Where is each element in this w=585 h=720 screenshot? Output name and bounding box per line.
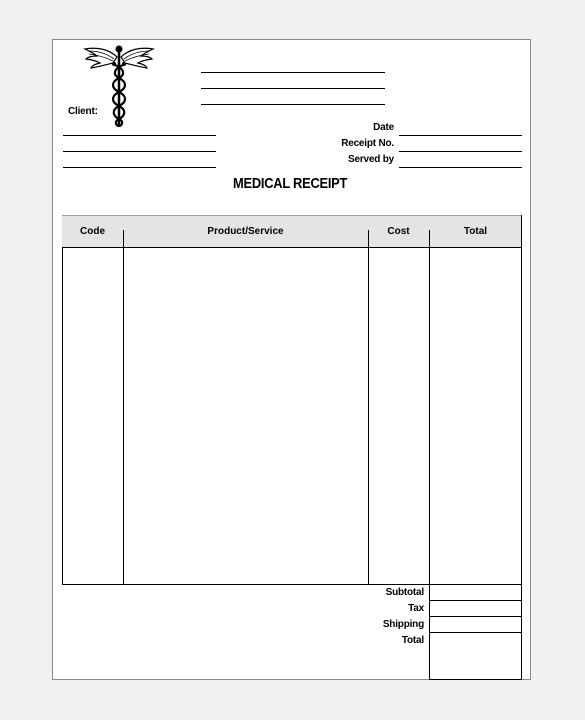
- subtotal-label: Subtotal: [385, 587, 424, 598]
- shipping-label: Shipping: [382, 619, 424, 630]
- page-title: MEDICAL RECEIPT: [233, 175, 348, 192]
- column-header-code: Code: [80, 226, 105, 237]
- column-header-total: Total: [463, 226, 488, 237]
- client-line-2: [63, 151, 216, 152]
- date-label: Date: [373, 122, 394, 133]
- date-line: [399, 135, 522, 136]
- client-line-1: [63, 135, 216, 136]
- client-label: Client:: [68, 106, 98, 117]
- table-header: [62, 215, 522, 248]
- tax-label: Tax: [408, 603, 424, 614]
- subtotal-field[interactable]: [429, 584, 522, 601]
- receipt-page: [52, 39, 531, 680]
- header-line-2: [201, 88, 385, 89]
- receipt-no-label: Receipt No.: [341, 138, 394, 149]
- table-right-edge: [521, 215, 522, 248]
- tax-field[interactable]: [429, 600, 522, 617]
- total-label: Total: [401, 635, 424, 646]
- served-by-line: [399, 167, 522, 168]
- column-divider-2: [368, 230, 369, 585]
- receipt-no-line: [399, 151, 522, 152]
- column-header-product-service: Product/Service: [207, 226, 284, 237]
- header-line-1: [201, 72, 385, 73]
- column-divider-1: [123, 230, 124, 585]
- client-line-3: [63, 167, 216, 168]
- shipping-field[interactable]: [429, 616, 522, 633]
- header-line-3: [201, 104, 385, 105]
- items-table-body: [62, 247, 522, 585]
- column-divider-3: [429, 230, 430, 585]
- served-by-label: Served by: [347, 154, 394, 165]
- total-field[interactable]: [429, 632, 522, 680]
- column-header-cost: Cost: [387, 226, 410, 237]
